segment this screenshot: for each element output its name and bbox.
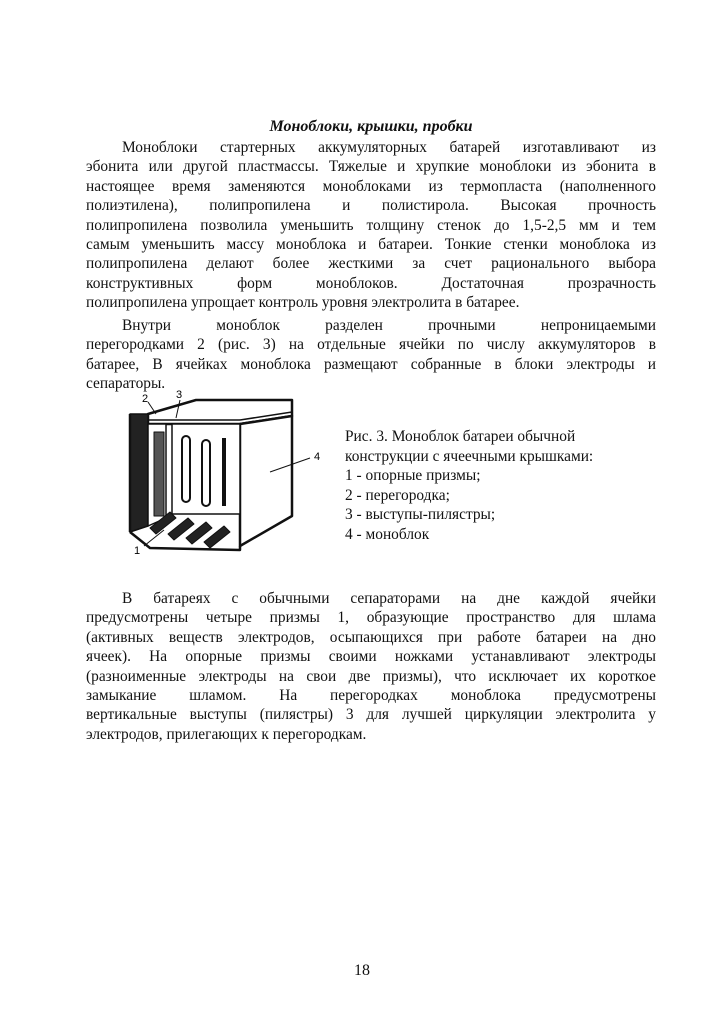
callout-label: 4 — [314, 451, 321, 463]
caption-line: конструкции с ячеечными крышками: — [345, 447, 594, 465]
paragraph-prisms — [86, 589, 656, 744]
text-line: эбонита или другой пластмассы. Тяжелые и хрупкие моноблоки из эбонита в — [86, 158, 656, 176]
pilaster — [182, 436, 190, 502]
text-line: полипропилена позволила уменьшить толщину стенок до 1,5-2,5 мм и тем — [86, 216, 656, 234]
text-line: вертикальные выступы (пилястры) 3 для лучшей циркуляции электролита у — [86, 706, 656, 724]
text-line: предусмотрены четыре призмы 1, образующие пространство для шлама — [86, 609, 656, 627]
callout-label: 2 — [142, 393, 149, 405]
monoblock-figure — [120, 388, 330, 560]
text-line: полипропилена делают более жесткими за счет рационального выбора — [86, 255, 656, 273]
page-number: 18 — [354, 962, 370, 979]
text-line: (активных веществ электродов, осыпающихся при работе батареи на дно — [86, 628, 656, 646]
text-line: конструктивных форм моноблоков. Достаточная прозрачность — [86, 274, 656, 292]
caption-line: 2 - перегородка; — [345, 486, 450, 504]
text-line: замыкание шламом. На перегородках моноблока предусмотрены — [86, 687, 656, 705]
partition — [130, 414, 148, 532]
caption-line: Рис. 3. Моноблок батареи обычной — [345, 428, 576, 445]
text-line: Внутри моноблок разделен прочными непроницаемыми — [122, 317, 656, 334]
text-line: полиэтилена), полипропилена и полистирола. Высокая прочность — [86, 197, 656, 215]
text-line: сепараторы. — [86, 375, 166, 393]
section-heading: Моноблоки, крышки, пробки — [269, 118, 473, 135]
callout-label: 1 — [134, 545, 141, 557]
pilaster — [202, 440, 210, 506]
paragraph-monoblock-materials — [86, 138, 656, 313]
caption-line: 3 - выступы-пилястры; — [345, 506, 496, 524]
caption-line: 1 - опорные призмы; — [345, 467, 481, 485]
text-line: В батареях с обычными сепараторами на дне каждой ячейки — [122, 590, 656, 607]
caption-line: 4 - моноблок — [345, 525, 430, 543]
text-line: электродов, прилегающих к перегородкам. — [86, 725, 367, 743]
text-line: (разноименные электроды на свои две призмы), что исключает их короткое — [86, 667, 656, 685]
figure-caption — [345, 427, 665, 545]
text-line: ячеек). На опорные призмы своими ножками устанавливают электроды — [86, 648, 656, 666]
text-line: перегородками 2 (рис. 3) на отдельные ячейки по числу аккумуляторов в — [86, 336, 656, 354]
callout-label: 3 — [176, 389, 183, 401]
paragraph-partitions — [86, 316, 656, 394]
text-line: самым уменьшить массу моноблока и батареи. Тонкие стенки моноблока из — [86, 236, 656, 254]
monoblock-wall — [240, 416, 292, 546]
text-line: батарее, В ячейках моноблока размещают собранные в блоки электроды и — [86, 355, 656, 373]
text-line: полипропилена упрощает контроль уровня электролита в батарее. — [86, 294, 520, 312]
text-line: настоящее время заменяются моноблоками из термопласта (наполненного — [86, 177, 656, 195]
text-line: Моноблоки стартерных аккумуляторных батарей изготавливают из — [122, 139, 656, 156]
